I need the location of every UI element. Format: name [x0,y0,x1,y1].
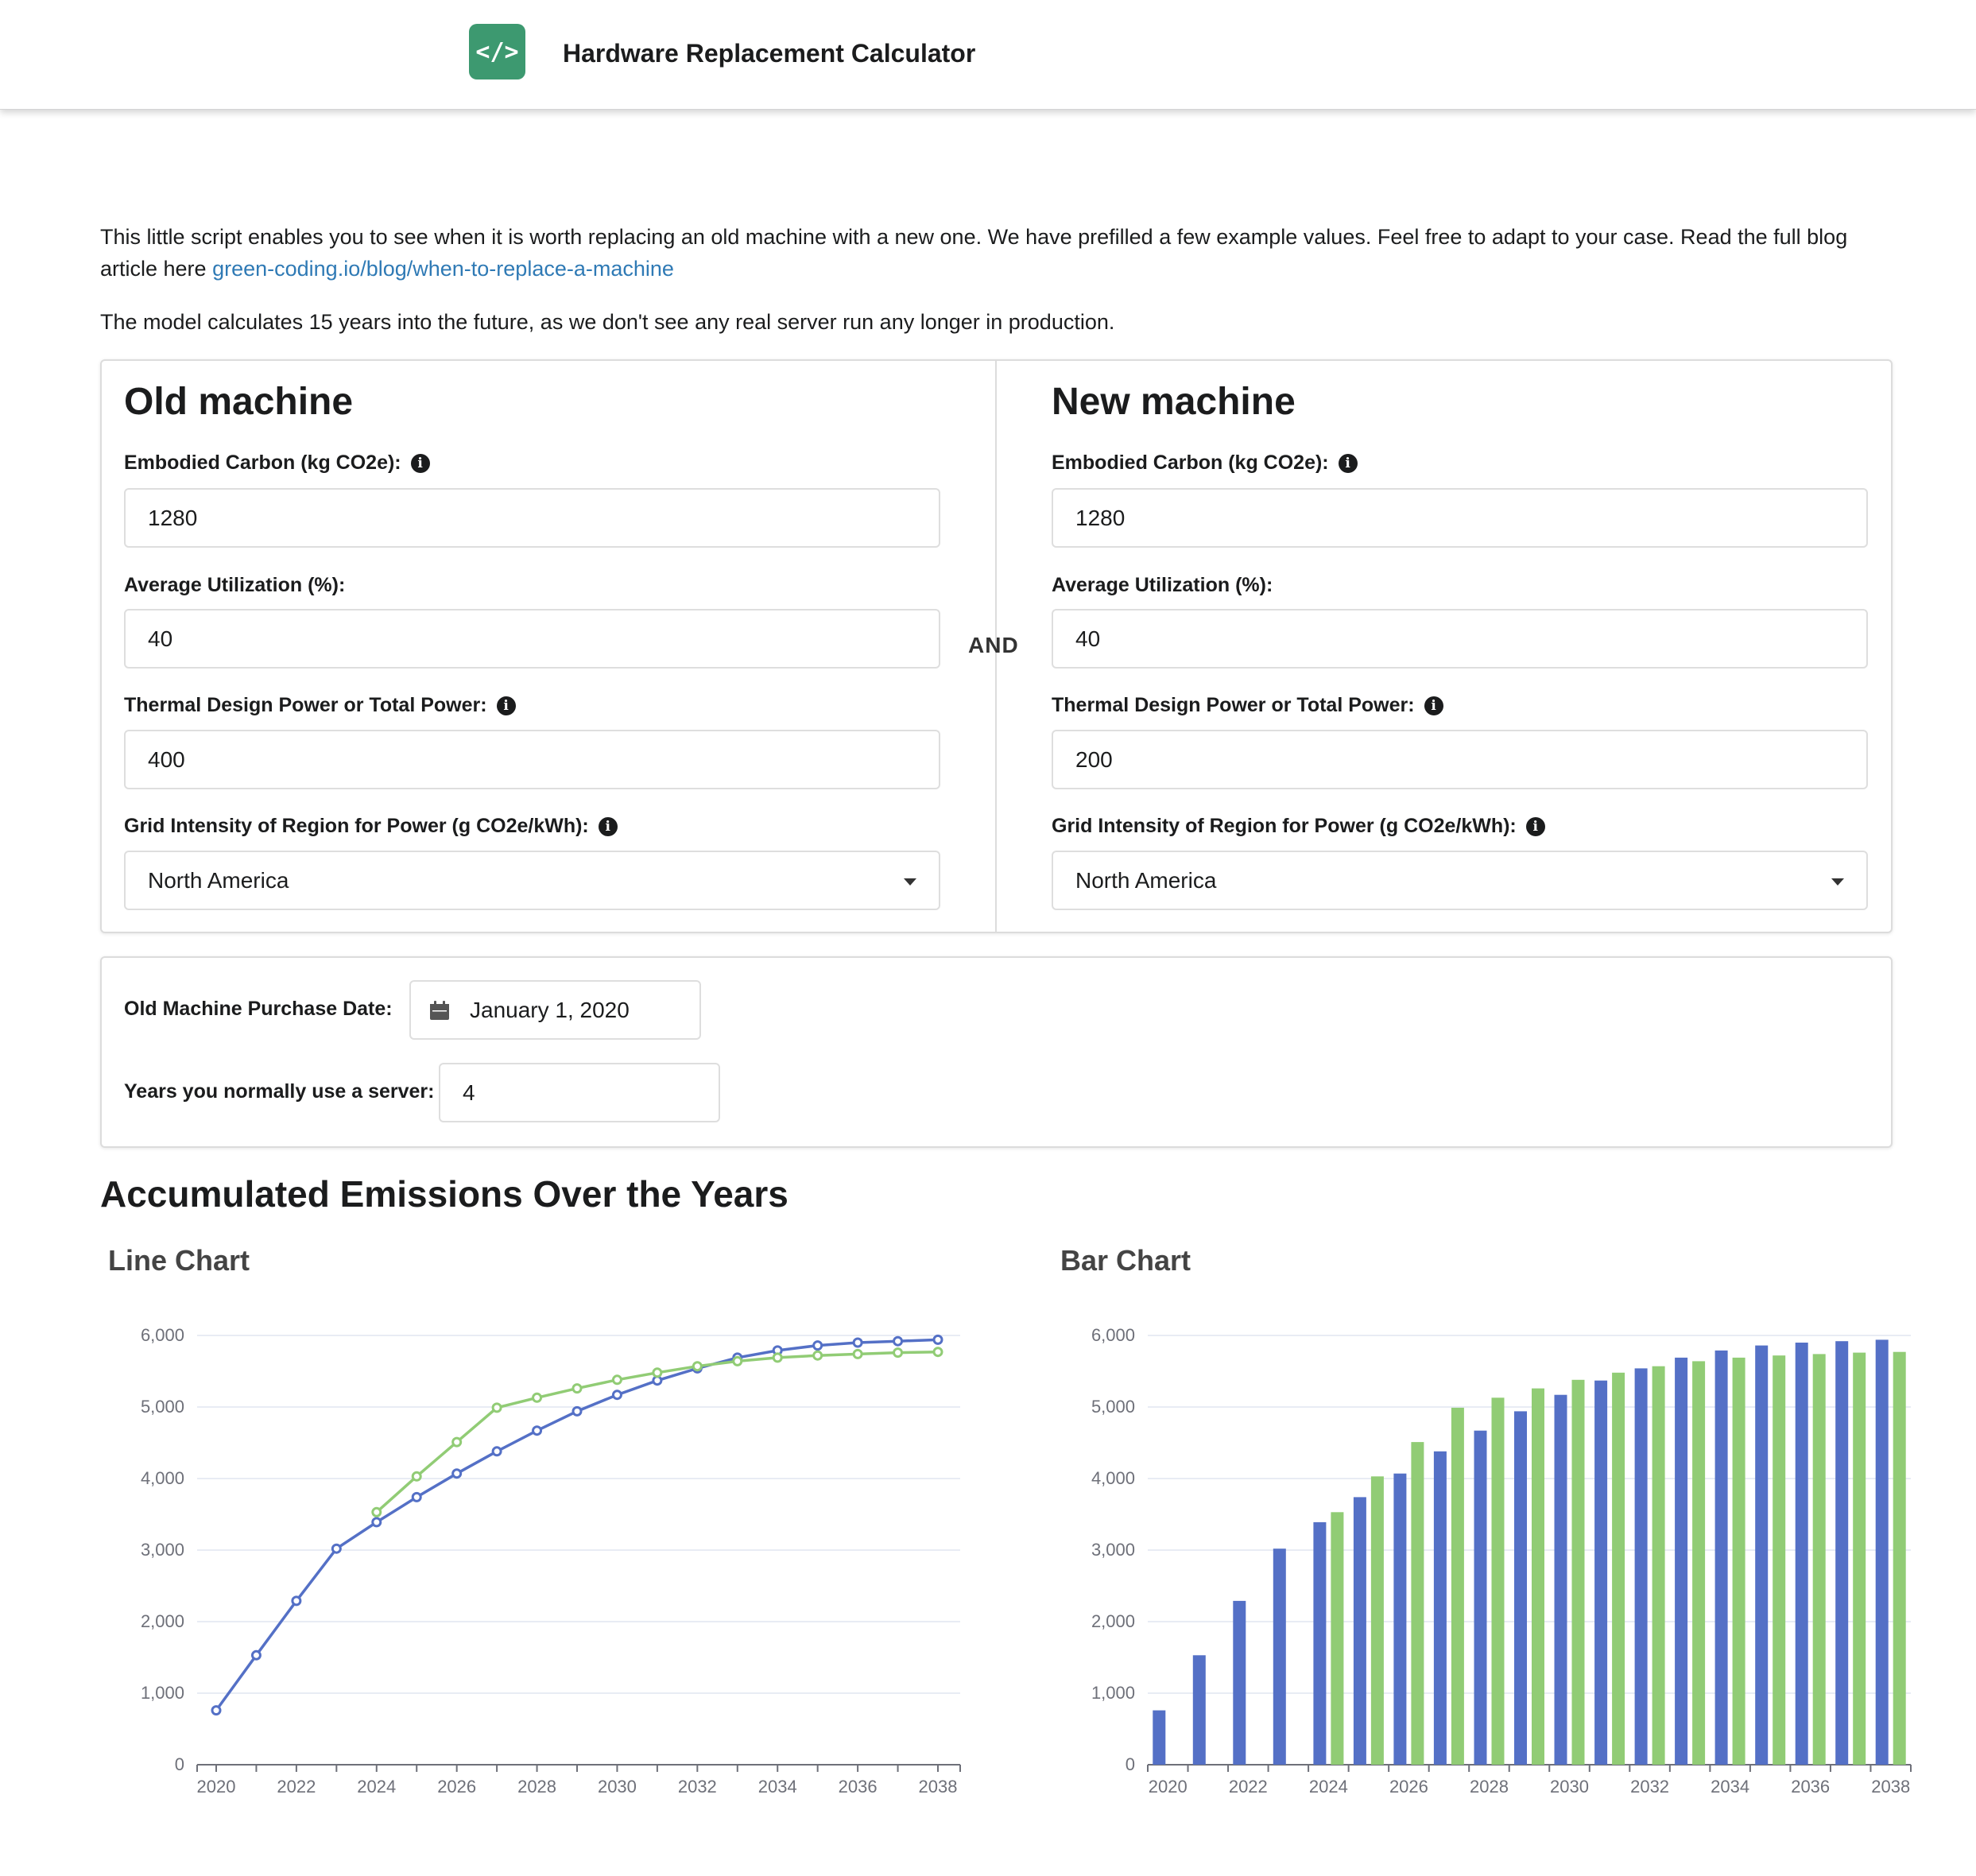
old-util-label-text: Average Utilization (%): [124,574,346,596]
x-tick-label: 2030 [1550,1777,1590,1797]
bar [1153,1711,1165,1765]
data-point [894,1337,902,1345]
data-point [493,1448,501,1455]
data-point [293,1597,300,1605]
new-grid-value: North America [1075,867,1217,893]
bar [1434,1452,1447,1765]
bar [1514,1411,1527,1765]
bar [1354,1497,1366,1765]
bar [1853,1353,1866,1765]
x-tick-label: 2032 [677,1777,717,1797]
data-point [533,1427,541,1435]
purchase-date-value: January 1, 2020 [470,997,630,1022]
data-point [373,1508,381,1516]
purchase-date-label: Old Machine Purchase Date: [124,998,393,1020]
data-point [734,1357,742,1365]
y-tick-label: 1,000 [1091,1683,1135,1703]
x-tick-label: 2026 [1389,1777,1428,1797]
data-point [573,1407,581,1415]
bar [1313,1522,1326,1765]
new-util-value: 40 [1075,626,1101,651]
old-embodied-value: 1280 [148,505,198,530]
y-tick-label: 0 [1125,1754,1135,1774]
bar [1675,1358,1687,1765]
x-tick-label: 2038 [918,1777,958,1797]
info-icon[interactable]: i [1339,454,1358,473]
data-point [212,1707,220,1715]
old-grid-value: North America [148,867,289,893]
bar [1715,1351,1728,1765]
bar [1273,1548,1286,1765]
x-tick-label: 2022 [1228,1777,1268,1797]
bar [1594,1381,1607,1765]
data-point [453,1438,461,1446]
bar [1233,1601,1246,1765]
y-tick-label: 3,000 [140,1540,184,1560]
x-tick-label: 2024 [357,1777,397,1797]
x-tick-label: 2034 [757,1777,797,1797]
data-point [854,1350,862,1358]
y-tick-label: 5,000 [140,1397,184,1417]
data-point [773,1354,781,1362]
bar [1635,1368,1648,1765]
x-tick-label: 2036 [1791,1777,1831,1797]
y-tick-label: 2,000 [1091,1611,1135,1631]
and-separator: AND [968,633,1019,657]
y-tick-label: 6,000 [1091,1325,1135,1345]
line-chart-title: Line Chart [108,1244,250,1277]
data-point [814,1342,822,1350]
bar [1492,1397,1505,1765]
data-point [814,1351,822,1359]
bar [1532,1389,1544,1765]
bar [1371,1476,1384,1765]
bar [1474,1431,1487,1765]
bar [1612,1373,1625,1765]
years-value: 4 [463,1079,475,1105]
bar [1755,1346,1768,1765]
y-tick-label: 0 [174,1754,184,1774]
info-icon[interactable]: i [599,817,618,836]
data-point [413,1472,420,1480]
data-point [453,1470,461,1478]
bar [1733,1358,1745,1765]
bar [1773,1355,1785,1765]
data-point [573,1385,581,1393]
bar [1692,1361,1705,1765]
x-tick-label: 2030 [597,1777,637,1797]
x-tick-label: 2022 [277,1777,316,1797]
x-tick-label: 2038 [1871,1777,1911,1797]
code-icon[interactable]: </> [469,24,525,79]
y-tick-label: 1,000 [140,1683,184,1703]
bar [1652,1366,1665,1765]
info-icon[interactable]: i [1424,696,1443,715]
bar [1813,1354,1826,1765]
x-tick-label: 2028 [1469,1777,1509,1797]
x-tick-label: 2034 [1711,1777,1750,1797]
data-point [934,1335,942,1343]
data-point [332,1545,340,1552]
bar [1393,1474,1406,1765]
y-tick-label: 4,000 [1091,1468,1135,1488]
data-point [413,1493,420,1501]
data-point [533,1393,541,1401]
info-icon[interactable]: i [411,454,430,473]
bar [1555,1395,1567,1765]
bar [1835,1341,1848,1765]
x-tick-label: 2020 [1148,1777,1188,1797]
data-point [252,1651,260,1659]
old-tdp-label-text: Thermal Design Power or Total Power: [124,694,487,716]
bar-chart-title: Bar Chart [1060,1244,1191,1277]
data-point [493,1404,501,1412]
y-tick-label: 5,000 [1091,1397,1135,1417]
y-tick-label: 2,000 [140,1611,184,1631]
old-grid-label-text: Grid Intensity of Region for Power (g CO2e/kWh): [124,815,589,837]
blog-link[interactable]: green-coding.io/blog/when-to-replace-a-machine [212,257,674,281]
years-label: Years you normally use a server: [124,1080,435,1103]
data-point [613,1376,621,1384]
bar [1411,1442,1424,1765]
bar [1193,1655,1206,1765]
new-tdp-label-text: Thermal Design Power or Total Power: [1052,694,1415,716]
data-point [934,1348,942,1356]
data-point [894,1349,902,1357]
new-grid-label-text: Grid Intensity of Region for Power (g CO2e/kWh): [1052,815,1517,837]
new-embodied-value: 1280 [1075,505,1126,530]
bar [1893,1352,1906,1765]
data-point [693,1362,701,1370]
x-tick-label: 2020 [196,1777,236,1797]
new-embodied-label-text: Embodied Carbon (kg CO2e): [1052,452,1329,474]
data-point [373,1518,381,1526]
old-util-value: 40 [148,626,173,651]
y-tick-label: 3,000 [1091,1540,1135,1560]
y-tick-label: 6,000 [140,1325,184,1345]
intro-paragraph: This little script enables you to see when it is worth replacing an old machine with a new one. We have prefilled a few example values. Feel free to adapt to your case. Read the full blog article here [100,225,1848,281]
bar [1331,1512,1343,1765]
bar [1451,1408,1464,1765]
new-util-label-text: Average Utilization (%): [1052,574,1273,596]
old-tdp-value: 400 [148,746,185,772]
x-tick-label: 2026 [437,1777,477,1797]
old-embodied-label-text: Embodied Carbon (kg CO2e): [124,452,401,474]
x-tick-label: 2036 [838,1777,878,1797]
new-tdp-value: 200 [1075,746,1113,772]
info-icon[interactable]: i [497,696,516,715]
data-point [613,1391,621,1399]
data-point [653,1369,661,1377]
bar [1876,1339,1889,1765]
intro-note: The model calculates 15 years into the future, as we don't see any real server run any longer in production. [100,310,1115,334]
section-title: Accumulated Emissions Over the Years [100,1173,788,1215]
app-title[interactable]: Hardware Replacement Calculator [563,39,976,68]
x-tick-label: 2032 [1630,1777,1670,1797]
old-machine-title: Old machine [124,381,354,423]
new-machine-title: New machine [1052,381,1296,423]
series-line-0 [216,1339,938,1710]
bar [1796,1343,1808,1765]
bar [1572,1380,1585,1765]
info-icon[interactable]: i [1526,817,1545,836]
y-tick-label: 4,000 [140,1468,184,1488]
x-tick-label: 2028 [517,1777,557,1797]
data-point [854,1339,862,1347]
x-tick-label: 2024 [1308,1777,1348,1797]
